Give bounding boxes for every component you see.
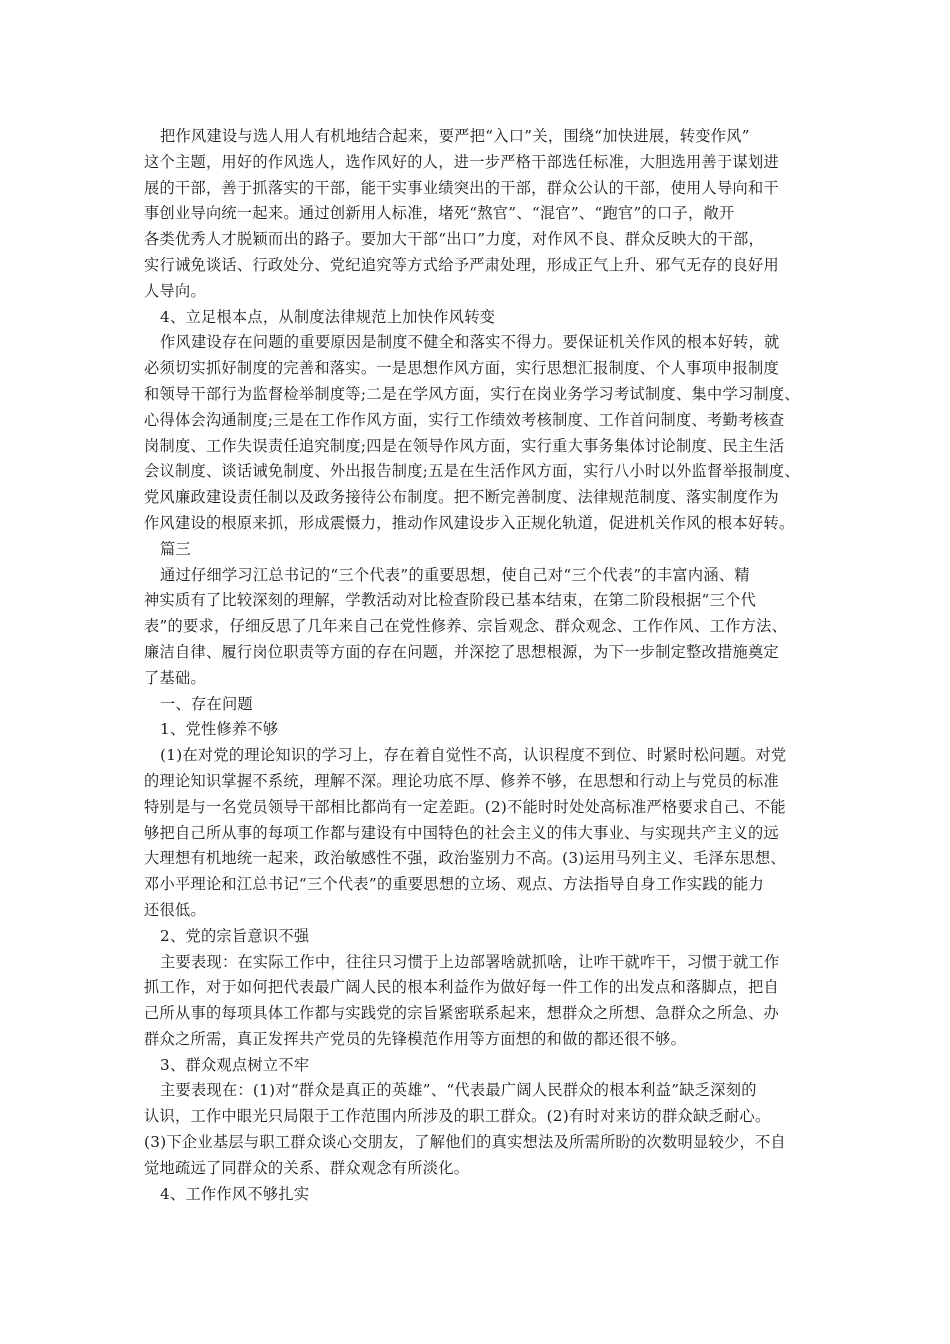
text-line: 这个主题，用好的作风选人，选作风好的人，进一步严格干部选任标准，大胆选用善于谋划进: [144, 152, 779, 171]
text-line: 篇三: [160, 539, 191, 558]
text-line: 2、党的宗旨意识不强: [160, 926, 310, 945]
text-line: 主要表现在：(1)对“群众是真正的英雄”、“代表最广阔人民群众的根本利益”缺乏深刻的: [160, 1081, 757, 1100]
text-line: 党风廉政建设责任制以及政务接待公布制度。把不断完善制度、法律规范制度、落实制度作为: [144, 488, 779, 507]
text-line: 表”的要求，仔细反思了几年来自己在党性修养、宗旨观念、群众观念、工作作风、工作方法、: [144, 617, 788, 636]
text-line: 主要表现：在实际工作中，往往只习惯于上边部署啥就抓啥，让咋干就咋干，习惯于就工作: [160, 952, 780, 971]
text-line: 人导向。: [144, 281, 206, 300]
text-line: 3、群众观点树立不牢: [160, 1055, 310, 1074]
text-line: 己所从事的每项具体工作都与实践党的宗旨紧密联系起来，想群众之所想、急群众之所急、办: [144, 1004, 779, 1023]
text-line: 认识，工作中眼光只局限于工作范围内所涉及的职工群众。(2)有时对来访的群众缺乏耐心。: [144, 1107, 771, 1126]
text-line: 各类优秀人才脱颖而出的路子。要加大干部“出口”力度，对作风不良、群众反映大的干部，: [144, 230, 765, 249]
text-line: 会议制度、谈话诫免制度、外出报告制度;五是在生活作风方面，实行八小时以外监督举报制度、: [144, 462, 800, 481]
text-line: 岗制度、工作失误责任追究制度;四是在领导作风方面，实行重大事务集体讨论制度、民主生活: [144, 436, 785, 455]
text-line: 作风建设的根原来抓，形成震慑力，推动作风建设步入正规化轨道，促进机关作风的根本好转。: [144, 513, 795, 532]
text-line: 了基础。: [144, 668, 206, 687]
text-line: 和领导干部行为监督检举制度等;二是在学风方面，实行在岗业务学习考试制度、集中学习制度、: [144, 384, 800, 403]
text-line: 廉洁自律、履行岗位职责等方面的存在问题，并深挖了思想根源，为下一步制定整改措施奠定: [144, 642, 779, 661]
text-line: 必须切实抓好制度的完善和落实。一是思想作风方面，实行思想汇报制度、个人事项申报制度: [144, 359, 779, 378]
text-line: (3)下企业基层与职工群众谈心交朋友，了解他们的真实想法及所需所盼的次数明显较少，不自: [144, 1133, 786, 1152]
text-line: 群众之所需，真正发挥共产党员的先锋模范作用等方面想的和做的都还很不够。: [144, 1029, 687, 1048]
text-line: (1)在对党的理论知识的学习上，存在着自觉性不高，认识程度不到位、时紧时松问题。对党: [160, 746, 787, 765]
text-line: 心得体会沟通制度;三是在工作作风方面，实行工作绩效考核制度、工作首问制度、考勤考核查: [144, 410, 785, 429]
text-line: 特别是与一名党员领导干部相比都尚有一定差距。(2)不能时时处处高标准严格要求自己、不能: [144, 797, 786, 816]
text-line: 4、工作作风不够扎实: [160, 1184, 310, 1203]
text-line: 事创业导向统一起来。通过创新用人标准，堵死“熬官”、“混官”、“跑官”的口子，敞开: [144, 204, 735, 223]
text-line: 实行诫免谈话、行政处分、党纪追究等方式给予严肃处理，形成正气上升、邪气无存的良好用: [144, 255, 779, 274]
text-line: 4、立足根本点，从制度法律规范上加快作风转变: [160, 307, 496, 326]
text-line: 大理想有机地统一起来，政治敏感性不强，政治鉴别力不高。(3)运用马列主义、毛泽东思想、: [144, 849, 786, 868]
text-line: 1、党性修养不够: [160, 720, 279, 739]
text-line: 邓小平理论和江总书记“三个代表”的重要思想的立场、观点、方法指导自身工作实践的能力: [144, 875, 765, 894]
text-line: 够把自己所从事的每项工作都与建设有中国特色的社会主义的伟大事业、与实现共产主义的远: [144, 823, 779, 842]
text-line: 神实质有了比较深刻的理解，学教活动对比检查阶段已基本结束，在第二阶段根据“三个代: [144, 591, 757, 610]
text-line: 作风建设存在问题的重要原因是制度不健全和落实不得力。要保证机关作风的根本好转，就: [160, 333, 780, 352]
text-line: 通过仔细学习江总书记的“三个代表”的重要思想，使自己对“三个代表”的丰富内涵、精: [160, 565, 750, 584]
document-body: [144, 124, 816, 1207]
text-line: 抓工作，对于如何把代表最广阔人民的根本利益作为做好每一件工作的出发点和落脚点，把自: [144, 978, 779, 997]
text-line: 觉地疏远了同群众的关系、群众观念有所淡化。: [144, 1158, 470, 1177]
text-line: 的理论知识掌握不系统，理解不深。理论功底不厚、修养不够，在思想和行动上与党员的标准: [144, 771, 779, 790]
text-line: 还很低。: [144, 900, 206, 919]
text-line: 展的干部，善于抓落实的干部，能干实事业绩突出的干部，群众公认的干部，使用人导向和干: [144, 178, 779, 197]
text-line: 一、存在问题: [160, 694, 253, 713]
text-line: 把作风建设与选人用人有机地结合起来，要严把“入口”关，围绕“加快进展，转变作风”: [160, 127, 750, 145]
